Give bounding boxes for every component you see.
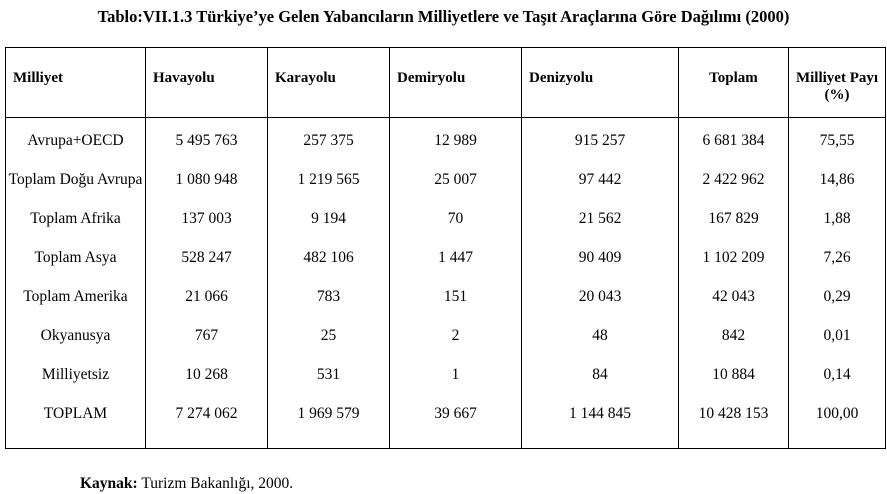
- table-cell: Toplam Amerika: [6, 287, 146, 326]
- table-cell: Toplam Asya: [6, 248, 146, 287]
- table-cell: 42 043: [679, 287, 789, 326]
- table-cell: 257 375: [268, 118, 390, 170]
- table-cell: 1 969 579: [268, 404, 390, 449]
- table-cell: 915 257: [522, 118, 679, 170]
- table-cell: 21 562: [522, 209, 679, 248]
- table-cell: 1,88: [789, 209, 886, 248]
- table-cell: 531: [268, 365, 390, 404]
- table-cell: 137 003: [146, 209, 268, 248]
- table-cell: 767: [146, 326, 268, 365]
- table-cell: 25 007: [390, 170, 522, 209]
- table-row: [6, 209, 886, 248]
- table-row: [6, 287, 886, 326]
- header-cell-milliyet-payi: Milliyet Payı (%): [789, 48, 886, 118]
- header-cell-toplam: Toplam: [679, 48, 789, 118]
- table-cell: 0,14: [789, 365, 886, 404]
- table-cell: 10 428 153: [679, 404, 789, 449]
- table-cell: 783: [268, 287, 390, 326]
- header-cell-karayolu: Karayolu: [268, 48, 390, 118]
- table-cell: 14,86: [789, 170, 886, 209]
- table-cell: 1: [390, 365, 522, 404]
- table-cell: Toplam Afrika: [6, 209, 146, 248]
- header-row: [6, 48, 886, 118]
- table-cell: 7,26: [789, 248, 886, 287]
- table-cell: 12 989: [390, 118, 522, 170]
- table-title: Tablo:VII.1.3 Türkiye’ye Gelen Yabancıların Milliyetlere ve Taşıt Araçlarına Göre Dağılımı (2000): [97, 7, 790, 26]
- table-cell: 151: [390, 287, 522, 326]
- source-text: Turizm Bakanlığı, 2000.: [137, 475, 294, 492]
- nationality-transport-table: [5, 47, 886, 449]
- table-cell: 97 442: [522, 170, 679, 209]
- source-label: Kaynak:: [80, 475, 138, 492]
- table-cell: 1 080 948: [146, 170, 268, 209]
- table-cell: 1 144 845: [522, 404, 679, 449]
- table-cell: 21 066: [146, 287, 268, 326]
- table-cell: 48: [522, 326, 679, 365]
- table-cell: 1 102 209: [679, 248, 789, 287]
- table-cell: 6 681 384: [679, 118, 789, 170]
- header-cell-denizyolu: Denizyolu: [522, 48, 679, 118]
- table-cell: Avrupa+OECD: [6, 118, 146, 170]
- table-cell: 5 495 763: [146, 118, 268, 170]
- header-cell-demiryolu: Demiryolu: [390, 48, 522, 118]
- table-cell: 25: [268, 326, 390, 365]
- table-cell: 100,00: [789, 404, 886, 449]
- source-note: [80, 475, 293, 493]
- table-row: [6, 170, 886, 209]
- table-row-total: [6, 404, 886, 449]
- table-row: [6, 118, 886, 170]
- table-cell: 2 422 962: [679, 170, 789, 209]
- table-cell: 10 884: [679, 365, 789, 404]
- table-row: [6, 248, 886, 287]
- table-cell: Milliyetsiz: [6, 365, 146, 404]
- table-cell: 1 219 565: [268, 170, 390, 209]
- table-cell: TOPLAM: [6, 404, 146, 449]
- table-cell: 7 274 062: [146, 404, 268, 449]
- table-cell: 482 106: [268, 248, 390, 287]
- table-cell: 75,55: [789, 118, 886, 170]
- header-cell-milliyet: Milliyet: [6, 48, 146, 118]
- table-row: [6, 365, 886, 404]
- table-cell: 167 829: [679, 209, 789, 248]
- table-cell: 9 194: [268, 209, 390, 248]
- table-cell: 84: [522, 365, 679, 404]
- header-cell-havayolu: Havayolu: [146, 48, 268, 118]
- table-cell: 1 447: [390, 248, 522, 287]
- table-cell: Toplam Doğu Avrupa: [6, 170, 146, 209]
- table-cell: 842: [679, 326, 789, 365]
- table-cell: 20 043: [522, 287, 679, 326]
- table-cell: 528 247: [146, 248, 268, 287]
- table-cell: 90 409: [522, 248, 679, 287]
- table-cell: 39 667: [390, 404, 522, 449]
- table-cell: 2: [390, 326, 522, 365]
- table-cell: 0,01: [789, 326, 886, 365]
- table-cell: 0,29: [789, 287, 886, 326]
- table-row: [6, 326, 886, 365]
- table-cell: Okyanusya: [6, 326, 146, 365]
- table-cell: 10 268: [146, 365, 268, 404]
- table-cell: 70: [390, 209, 522, 248]
